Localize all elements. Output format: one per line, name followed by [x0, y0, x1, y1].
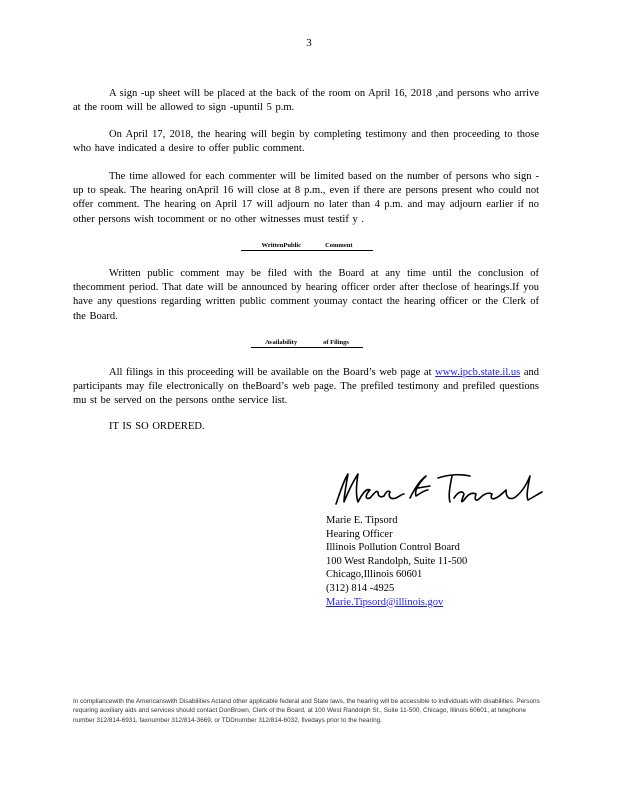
page-number: 3 — [306, 37, 312, 49]
time-limit-paragraph — [73, 170, 539, 227]
signer-name: Marie E. Tipsord — [326, 515, 398, 526]
signer-city: Chicago,Illinois 60601 — [326, 569, 423, 581]
heading-comment: Comment — [325, 242, 353, 249]
signup-text: A sign -up sheet will be placed at the back of the room on April 16, 2018 ,and persons who arrive at the room will be allowed to sign -upuntil 5 p.m. — [73, 88, 539, 114]
time-limit-text: The time allowed for each commenter will be limited based on the number of persons who sign -up to speak. The hearing onApril 16 will close at 8 p.m., even if there are persons present who could not offer comment. The hearing on April 17 will adjourn no later than 4 p.m. and may adjourn earlier if no other persons wish tocomment or no other witnesses must testif y . — [73, 171, 539, 225]
ordered-text: IT IS SO ORDERED. — [109, 421, 205, 432]
signup-paragraph — [73, 87, 539, 115]
filings-text-after: and participants may file electronically on theBoard’s web page. The prefiled testimony and prefiled questions mu st be served on the persons onthe service list. — [73, 367, 540, 407]
signer-street: 100 West Randolph, Suite 11-500 — [326, 555, 468, 567]
board-website-link[interactable]: www.ipcb.state.il.us — [435, 367, 521, 378]
filings-text-before: All filings in this proceeding will be available on the Board’s web page at — [109, 367, 432, 378]
signature-block — [326, 514, 467, 609]
ordered-paragraph — [73, 420, 539, 434]
written-comment-paragraph — [73, 267, 539, 324]
accessibility-footnote: In compliancewith the Americanswith Disabilities Actand other applicable federal and State laws, the hearing will be accessible to individuals with disabilities. Persons requiring auxiliary aids and services should contact DonBrown, Clerk of the Board, at 100 West Randolph St., Suite 11-500, Chicago, Illinois 60601, at telephone number 312/814-6931, faxnumber 312/814-3669, or TDDnumber 312/814-6032, fivedays prior to the hearing. — [73, 698, 540, 724]
april17-paragraph — [73, 128, 539, 156]
written-public-comment-heading — [241, 242, 373, 251]
written-comment-text: Written public comment may be filed with the Board at any time until the conclusion of thecomment period. That date will be announced by hearing officer order after theclose of hearings.If you have any questions regarding written public comment youmay contact the hearing officer or the Clerk of the Board. — [73, 268, 539, 322]
heading-written-public: WrittenPublic — [261, 242, 302, 249]
handwritten-signature — [330, 468, 550, 510]
signer-title: Hearing Officer — [326, 528, 393, 540]
signer-phone: (312) 814 -4925 — [326, 582, 395, 594]
availability-of-filings-heading — [251, 339, 363, 348]
filings-paragraph — [73, 366, 539, 409]
heading-availability: Availability — [265, 339, 298, 346]
april17-text: On April 17, 2018, the hearing will begin by completing testimony and then proceeding to those who have indicated a desire to offer public comment. — [73, 129, 539, 155]
heading-of-filings: of Filings — [323, 339, 349, 346]
signer-email-link[interactable]: Marie.Tipsord@illinois.gov — [326, 596, 444, 608]
signer-agency: Illinois Pollution Control Board — [326, 542, 460, 554]
